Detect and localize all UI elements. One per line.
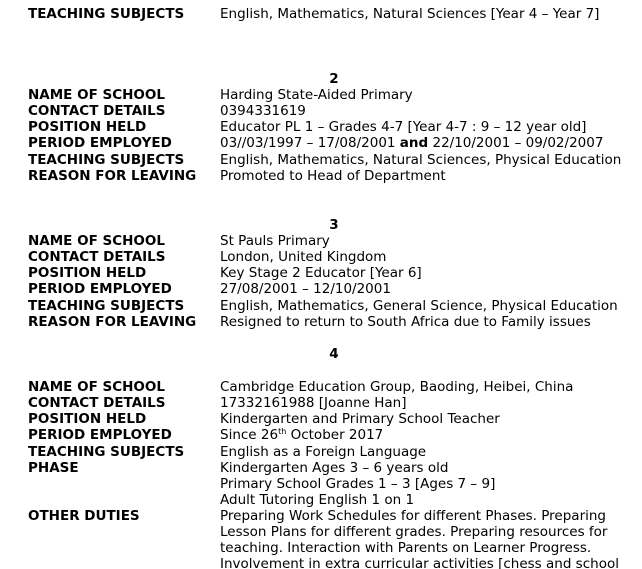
entry2-contact-row xyxy=(0,103,642,119)
period-ordinal: th xyxy=(278,427,287,436)
entry4-phase-row xyxy=(0,460,642,476)
contact-details-value: London, United Kingdom xyxy=(220,249,387,265)
reason-for-leaving-value: Resigned to return to South Africa due to Family issues xyxy=(220,314,591,330)
entry2-reason-row xyxy=(0,168,642,184)
entry-number-3: 3 xyxy=(329,217,339,233)
contact-details-label: CONTACT DETAILS xyxy=(28,249,166,265)
name-of-school-value: St Pauls Primary xyxy=(220,233,330,249)
entry2-position-row xyxy=(0,119,642,135)
entry3-period-row xyxy=(0,281,642,297)
phase-label: PHASE xyxy=(28,460,79,476)
other-duties-line: Preparing Work Schedules for different Phases. Preparing xyxy=(220,508,606,524)
entry4-duties-row-3 xyxy=(0,540,642,556)
reason-for-leaving-label: REASON FOR LEAVING xyxy=(28,168,197,184)
teaching-subjects-value: English as a Foreign Language xyxy=(220,444,427,460)
name-of-school-label: NAME OF SCHOOL xyxy=(28,233,165,249)
entry1-teaching-subjects-row xyxy=(0,6,642,22)
entry3-position-row xyxy=(0,265,642,281)
teaching-subjects-value: English, Mathematics, Natural Sciences, Physical Education xyxy=(220,152,622,168)
entry4-position-row xyxy=(0,411,642,427)
teaching-subjects-label: TEACHING SUBJECTS xyxy=(28,6,185,22)
contact-details-value: 0394331619 xyxy=(220,103,306,119)
entry4-name-row xyxy=(0,379,642,395)
teaching-subjects-label: TEACHING SUBJECTS xyxy=(28,298,185,314)
phase-line: Primary School Grades 1 – 3 [Ages 7 – 9] xyxy=(220,476,496,492)
entry3-subjects-row xyxy=(0,298,642,314)
period-employed-label: PERIOD EMPLOYED xyxy=(28,427,172,443)
entry3-reason-row xyxy=(0,314,642,330)
entry4-duties-row xyxy=(0,508,642,524)
entry4-contact-row xyxy=(0,395,642,411)
period-employed-value xyxy=(220,427,383,443)
position-held-label: POSITION HELD xyxy=(28,411,147,427)
period-employed-value: 27/08/2001 – 12/10/2001 xyxy=(220,281,391,297)
other-duties-line: Involvement in extra curricular activities [chess and school xyxy=(220,556,619,569)
teaching-subjects-label: TEACHING SUBJECTS xyxy=(28,152,185,168)
entry4-phase-row-3 xyxy=(0,492,642,508)
entry2-subjects-row xyxy=(0,152,642,168)
position-held-value: Kindergarten and Primary School Teacher xyxy=(220,411,500,427)
period-part-b: 22/10/2001 – 09/02/2007 xyxy=(428,135,604,151)
period-employed-label: PERIOD EMPLOYED xyxy=(28,135,172,151)
period-employed-value xyxy=(220,135,603,151)
entry4-duties-row-2 xyxy=(0,524,642,540)
name-of-school-value: Cambridge Education Group, Baoding, Heibei, China xyxy=(220,379,574,395)
entry4-phase-row-2 xyxy=(0,476,642,492)
period-rest: October 2017 xyxy=(286,427,384,443)
teaching-subjects-value: English, Mathematics, Natural Sciences [Year 4 – Year 7] xyxy=(220,6,600,22)
name-of-school-label: NAME OF SCHOOL xyxy=(28,87,165,103)
entry-number-4: 4 xyxy=(329,346,339,362)
period-part-a: 03//03/1997 – 17/08/2001 xyxy=(220,135,400,151)
period-employed-label: PERIOD EMPLOYED xyxy=(28,281,172,297)
other-duties-label: OTHER DUTIES xyxy=(28,508,140,524)
phase-line: Adult Tutoring English 1 on 1 xyxy=(220,492,415,508)
entry3-name-row xyxy=(0,233,642,249)
entry4-subjects-row xyxy=(0,444,642,460)
name-of-school-value: Harding State-Aided Primary xyxy=(220,87,413,103)
other-duties-line: teaching. Interaction with Parents on Learner Progress. xyxy=(220,540,592,556)
name-of-school-label: NAME OF SCHOOL xyxy=(28,379,165,395)
contact-details-label: CONTACT DETAILS xyxy=(28,103,166,119)
entry3-contact-row xyxy=(0,249,642,265)
entry4-duties-row-4 xyxy=(0,556,642,569)
contact-details-value: 17332161988 [Joanne Han] xyxy=(220,395,407,411)
reason-for-leaving-value: Promoted to Head of Department xyxy=(220,168,446,184)
other-duties-line: Lesson Plans for different grades. Preparing resources for xyxy=(220,524,608,540)
position-held-label: POSITION HELD xyxy=(28,265,147,281)
entry2-period-row xyxy=(0,135,642,151)
entry2-name-row xyxy=(0,87,642,103)
position-held-value: Key Stage 2 Educator [Year 6] xyxy=(220,265,422,281)
position-held-label: POSITION HELD xyxy=(28,119,147,135)
period-since: Since 26 xyxy=(220,427,279,443)
entry-number-2: 2 xyxy=(329,71,339,87)
position-held-value: Educator PL 1 – Grades 4-7 [Year 4-7 : 9 – 12 year old] xyxy=(220,119,587,135)
contact-details-label: CONTACT DETAILS xyxy=(28,395,166,411)
teaching-subjects-value: English, Mathematics, General Science, Physical Education xyxy=(220,298,618,314)
teaching-subjects-label: TEACHING SUBJECTS xyxy=(28,444,185,460)
period-and: and xyxy=(399,135,429,151)
reason-for-leaving-label: REASON FOR LEAVING xyxy=(28,314,197,330)
entry4-period-row xyxy=(0,427,642,443)
phase-line: Kindergarten Ages 3 – 6 years old xyxy=(220,460,449,476)
